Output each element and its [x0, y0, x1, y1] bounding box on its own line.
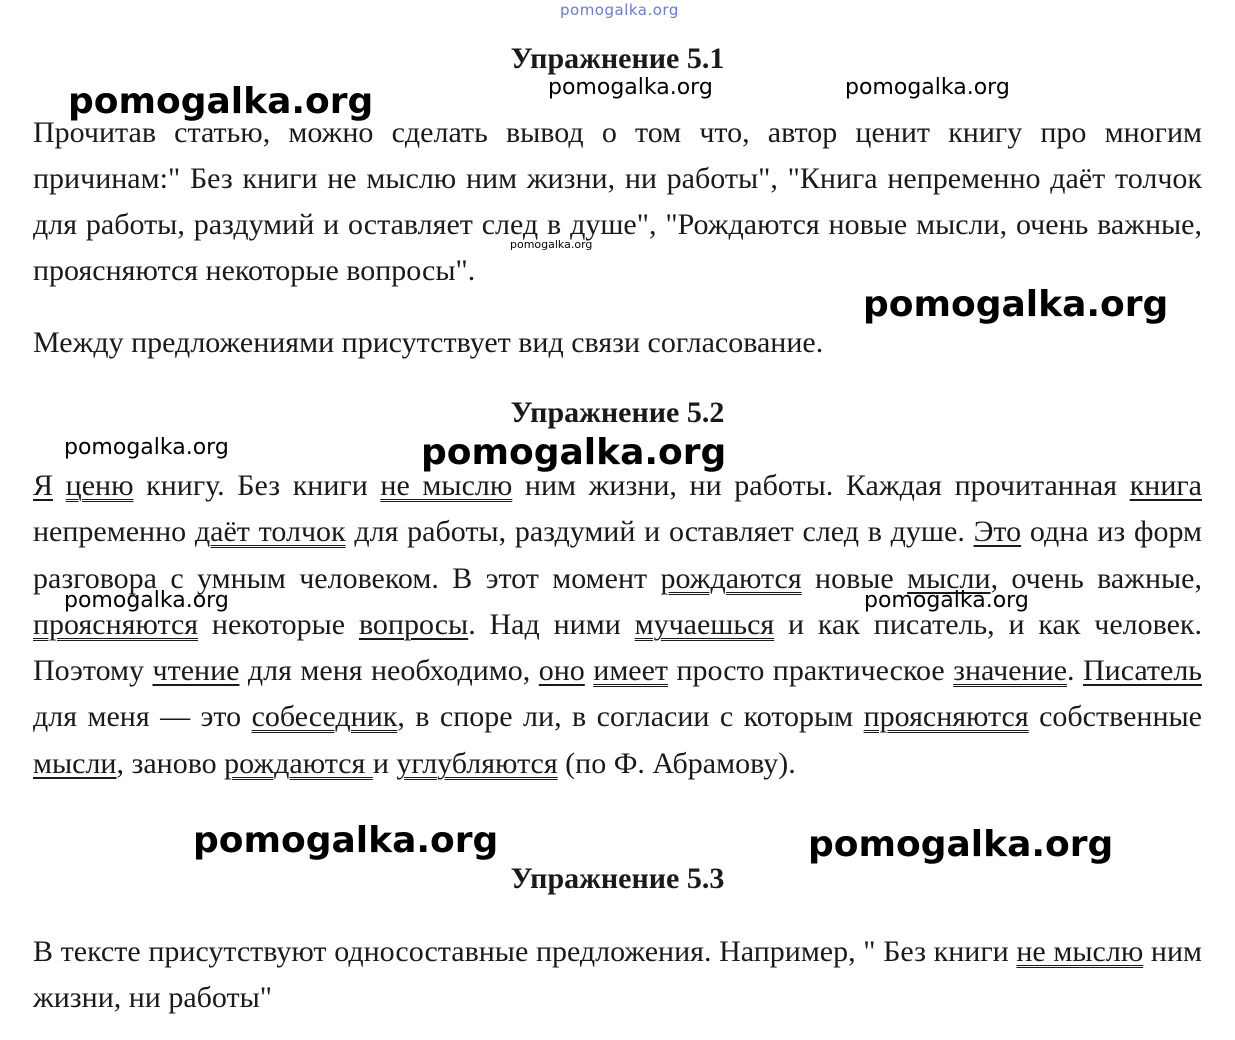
exercise-5-1-title: Упражнение 5.1 [510, 42, 725, 75]
watermark: pomogalka.org [845, 75, 1010, 100]
predicate: имеет [593, 654, 669, 688]
watermark: pomogalka.org [510, 238, 593, 251]
exercise-5-1-conclusion: Между предложениями присутствует вид связи согласование. [33, 326, 824, 359]
watermark: pomogalka.org [64, 588, 229, 613]
watermark: pomogalka.org [64, 435, 229, 460]
predicate: проясняются [33, 607, 199, 641]
predicate: рождаются [224, 746, 373, 780]
exercise-5-3-paragraph: В тексте присутствуют односоставные предложения. Например, " Без книги не мыслю ним жизни, ни работы" [33, 935, 1203, 1014]
predicate: ценю [65, 469, 134, 502]
predicate: значение [953, 654, 1068, 688]
subject: Я [33, 469, 54, 502]
watermark: pomogalka.org [808, 824, 1114, 865]
subject: оно [538, 654, 585, 688]
predicate: углубляются [396, 746, 558, 780]
exercise-5-2-title: Упражнение 5.2 [510, 396, 725, 429]
predicate: проясняются [863, 700, 1029, 734]
subject: Это [973, 515, 1022, 549]
watermark: pomogalka.org [68, 81, 374, 122]
predicate: не мыслю [1016, 935, 1144, 968]
watermark: pomogalka.org [548, 75, 713, 100]
predicate: рождаются [660, 561, 802, 595]
subject: мысли [907, 561, 991, 595]
subject: чтение [152, 654, 240, 688]
subject: книга [1129, 469, 1202, 502]
exercise-5-2-paragraph: Я ценю книгу. Без книги не мыслю ним жизни, ни работы. Каждая прочитанная книга непременно даёт толчок для работы, раздумий и оставляет след в душе. Это одна из форм разговора с умным человеком. В этот момент рождаются новые мысли, очень важные, проясняются некоторые вопросы. Над ними мучаешься и как писатель, и как человек. Поэтому чтение для меня необходимо, оно имеет просто практическое значение. Писатель для меня — это собеседник, в споре ли, в согласии с которым проясняются собственные мысли, заново рождаются и углубляются (по Ф. Абрамову). [33, 469, 1203, 780]
watermark: pomogalka.org [864, 588, 1029, 613]
watermark: pomogalka.org [421, 432, 727, 473]
predicate: мучаешься [634, 607, 775, 641]
watermark: pomogalka.org [863, 284, 1169, 325]
subject: вопросы [358, 607, 469, 641]
watermark: pomogalka.org [193, 820, 499, 861]
predicate: собеседник [251, 700, 398, 734]
exercise-5-3-title: Упражнение 5.3 [510, 862, 725, 895]
subject: мысли [33, 746, 117, 780]
watermark: pomogalka.org [560, 1, 679, 19]
subject: Писатель [1082, 654, 1202, 688]
exercise-5-1-paragraph: Прочитав статью, можно сделать вывод о том что, автор ценит книгу про многим причинам:" Без книги не мыслю ним жизни, ни работы", "Книга непременно даёт толчок для работы, раздумий и оставляет след в душе", "Рождаются новые мысли, очень важные, проясняются некоторые вопросы". [33, 116, 1202, 287]
predicate: даёт толчок [194, 515, 346, 549]
predicate: не мыслю [380, 469, 513, 502]
